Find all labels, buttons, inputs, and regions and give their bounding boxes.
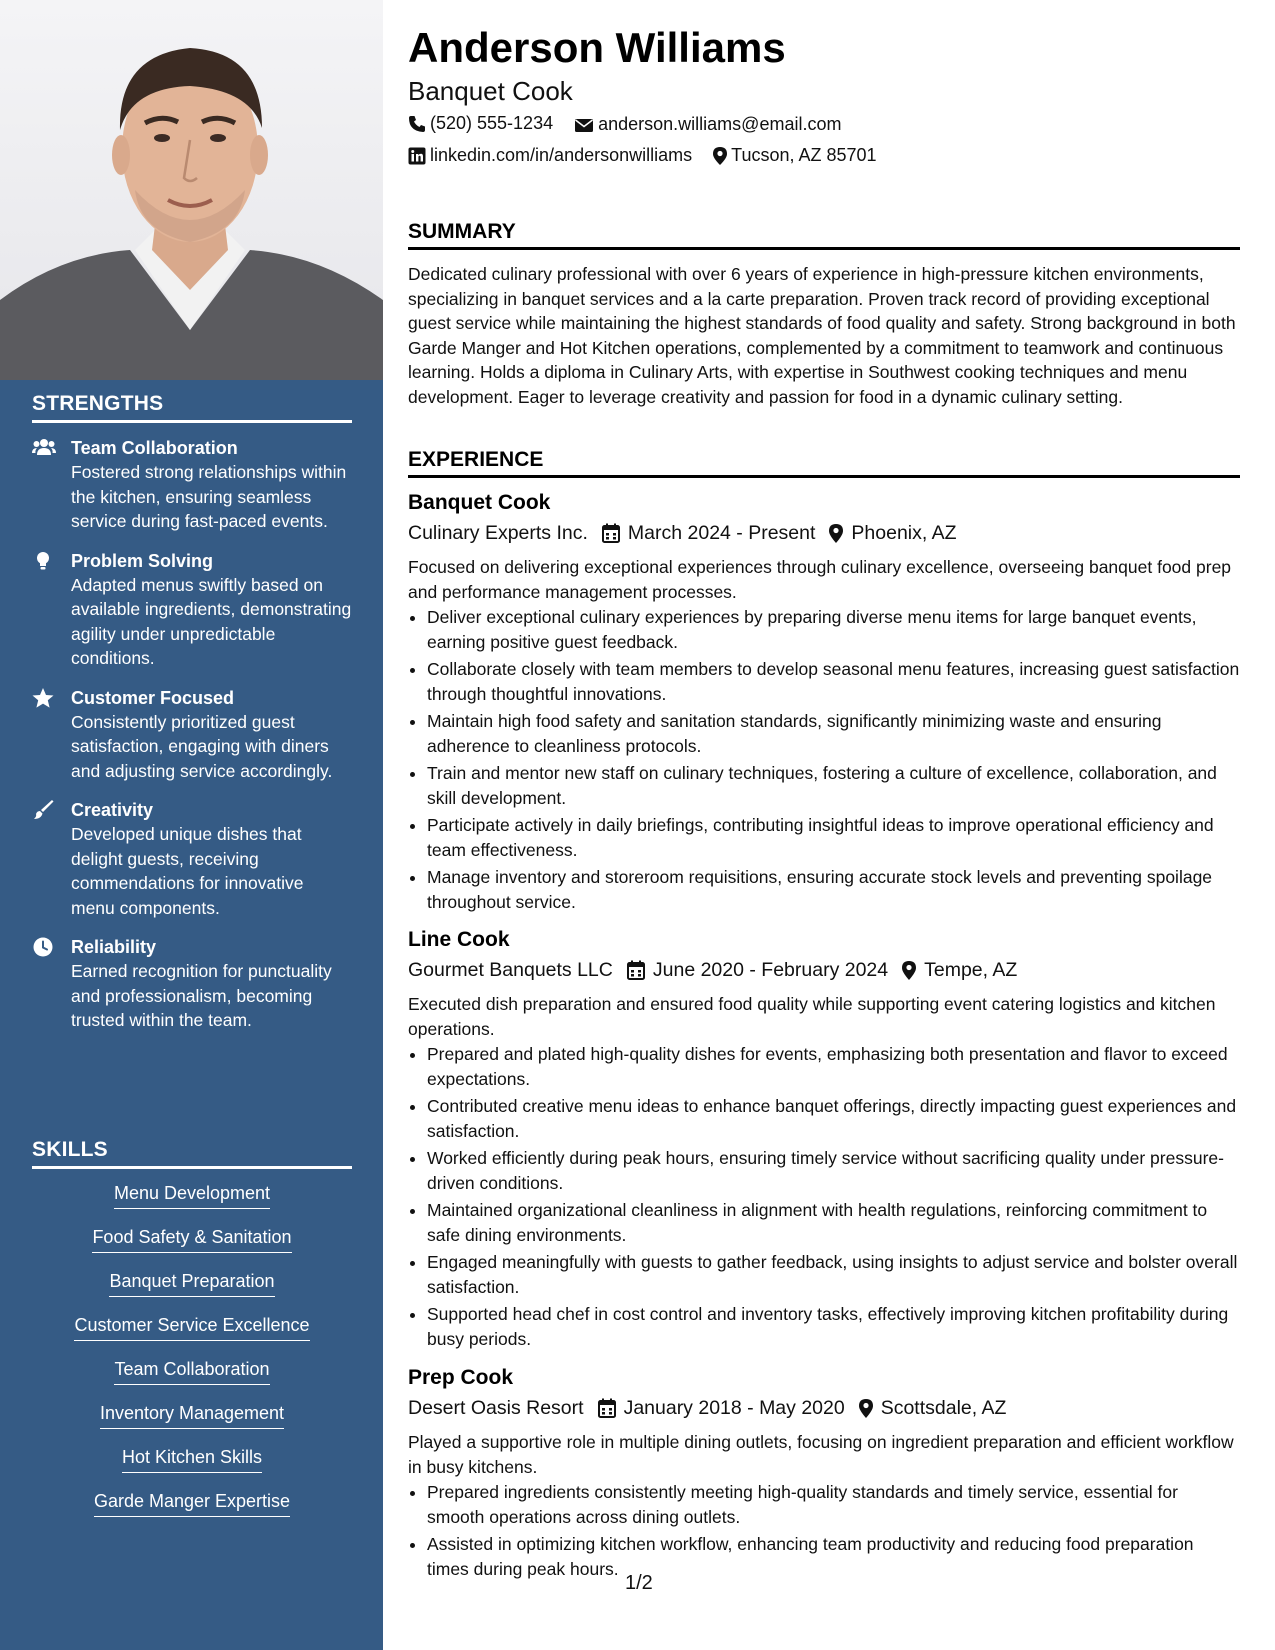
calendar-icon bbox=[602, 523, 620, 543]
linkedin-text: linkedin.com/in/andersonwilliams bbox=[430, 145, 693, 165]
contact-row bbox=[408, 145, 893, 170]
calendar-icon bbox=[598, 1398, 616, 1418]
lightbulb-icon bbox=[32, 551, 54, 571]
job-location: Scottsdale, AZ bbox=[880, 1397, 1007, 1419]
email-text: anderson.williams@email.com bbox=[598, 114, 842, 134]
phone-text: (520) 555-1234 bbox=[430, 113, 554, 133]
skill-tag: Customer Service Excellence bbox=[74, 1313, 309, 1341]
map-pin-icon bbox=[859, 1399, 873, 1418]
job-dates: June 2020 - February 2024 bbox=[652, 959, 889, 981]
job-bullet: • Supported head chef in cost control and inventory tasks, effectively improving kitchen profitability during busy periods. bbox=[427, 1302, 1240, 1351]
strength-title: Problem Solving bbox=[71, 550, 214, 571]
strength-title: Reliability bbox=[71, 937, 157, 957]
strength-title: Creativity bbox=[71, 800, 154, 820]
skill-tag: Garde Manger Expertise bbox=[94, 1489, 290, 1517]
strength-item bbox=[32, 436, 352, 534]
job-location: Phoenix, AZ bbox=[851, 522, 957, 544]
star-icon bbox=[32, 688, 54, 708]
job-bullet: • Prepared and plated high-quality dishes for events, emphasizing both presentation and flavor to exceed expectations. bbox=[427, 1042, 1240, 1091]
skill-tag: Team Collaboration bbox=[114, 1357, 269, 1385]
strength-title: Customer Focused bbox=[71, 687, 235, 708]
strength-item bbox=[32, 798, 352, 920]
job-bullet: • Prepared ingredients consistently meeting high-quality standards and timely service, essential for smooth operations across dining outlets. bbox=[427, 1480, 1240, 1529]
strength-title: Team Collaboration bbox=[71, 438, 238, 458]
job-description: Focused on delivering exceptional experiences through culinary excellence, overseeing banquet food prep and performance management processes. bbox=[408, 557, 1232, 602]
strength-desc: Fostered strong relationships within the kitchen, ensuring seamless service during fast-paced events. bbox=[71, 462, 347, 531]
job-bullet: • Manage inventory and storeroom requisitions, ensuring accurate stock levels and preventing spoilage throughout service. bbox=[427, 865, 1240, 914]
job-title: Line Cook bbox=[408, 928, 510, 951]
map-pin-icon bbox=[829, 524, 843, 543]
job-company: Desert Oasis Resort bbox=[408, 1397, 584, 1419]
skill-tag: Hot Kitchen Skills bbox=[122, 1445, 262, 1473]
job-bullet: • Maintain high food safety and sanitation standards, significantly minimizing waste and ensuring adherence to cleanliness protocols. bbox=[427, 709, 1240, 758]
skills-list bbox=[32, 1181, 352, 1533]
skill-tag: Inventory Management bbox=[100, 1401, 284, 1429]
job-description: Played a supportive role in multiple dining outlets, focusing on ingredient preparation and efficient workflow in busy kitchens. bbox=[408, 1432, 1234, 1477]
strength-desc: Consistently prioritized guest satisfaction, engaging with diners and adjusting service accordingly. bbox=[71, 711, 333, 781]
sidebar bbox=[0, 0, 383, 1650]
strength-desc: Earned recognition for punctuality and professionalism, becoming trusted within the team. bbox=[71, 961, 332, 1030]
paintbrush-icon bbox=[32, 800, 54, 820]
skills-heading: SKILLS bbox=[32, 1138, 352, 1169]
skill-tag: Menu Development bbox=[114, 1181, 270, 1209]
clock-icon bbox=[32, 937, 54, 957]
job-bullet: • Maintained organizational cleanliness in alignment with health regulations, reinforcing commitment to safe dining environments. bbox=[427, 1198, 1240, 1247]
job-meta bbox=[408, 519, 1240, 547]
job-title: Banquet Cook bbox=[408, 491, 551, 514]
skill-tag: Banquet Preparation bbox=[109, 1269, 274, 1297]
strength-desc: Adapted menus swiftly based on available ingredients, demonstrating agility under unpredictable conditions. bbox=[71, 574, 352, 668]
location-text: Tucson, AZ 85701 bbox=[731, 145, 877, 165]
job-company: Culinary Experts Inc. bbox=[408, 522, 588, 544]
calendar-icon bbox=[627, 960, 645, 980]
location-contact bbox=[713, 145, 876, 166]
strength-item bbox=[32, 935, 352, 1033]
page-number: 1/2 bbox=[625, 1572, 653, 1594]
job-title: Prep Cook bbox=[408, 1366, 514, 1389]
skill-tag: Food Safety & Sanitation bbox=[92, 1225, 291, 1253]
linkedin-contact[interactable] bbox=[408, 145, 692, 166]
job-bullet: • Participate actively in daily briefings, contributing insightful ideas to improve operational efficiency and team effectiveness. bbox=[427, 813, 1240, 862]
job-location: Tempe, AZ bbox=[924, 959, 1018, 981]
email-contact[interactable] bbox=[574, 114, 841, 135]
strength-item bbox=[32, 686, 352, 784]
skills-section bbox=[32, 1138, 352, 1533]
job-entry bbox=[408, 926, 1240, 1354]
summary-heading: SUMMARY bbox=[408, 220, 1240, 250]
job-bullet: • Train and mentor new staff on culinary techniques, fostering a culture of excellence, collaboration, and skill development. bbox=[427, 761, 1240, 810]
job-bullets bbox=[408, 1042, 1240, 1351]
job-company: Gourmet Banquets LLC bbox=[408, 959, 613, 981]
contact-row bbox=[408, 113, 857, 138]
map-pin-icon bbox=[902, 961, 916, 980]
job-bullets bbox=[408, 605, 1240, 914]
job-dates: March 2024 - Present bbox=[627, 522, 816, 544]
strengths-section bbox=[32, 392, 352, 1033]
users-icon bbox=[32, 438, 54, 458]
strength-item bbox=[32, 549, 352, 671]
job-description: Executed dish preparation and ensured food quality while supporting event catering logistics and kitchen operations. bbox=[408, 994, 1216, 1039]
experience-heading: EXPERIENCE bbox=[408, 448, 1240, 478]
strengths-heading: STRENGTHS bbox=[32, 392, 352, 423]
job-dates: January 2018 - May 2020 bbox=[623, 1397, 845, 1419]
job-bullet: • Assisted in optimizing kitchen workflow, enhancing team productivity and reducing food preparation times during peak hours. bbox=[427, 1532, 1240, 1581]
candidate-name: Anderson Williams bbox=[408, 24, 786, 71]
linkedin-icon bbox=[408, 147, 426, 165]
job-bullet: • Contributed creative menu ideas to enhance banquet offerings, directly impacting guest experiences and satisfaction. bbox=[427, 1094, 1240, 1143]
map-pin-icon bbox=[713, 147, 727, 165]
phone-contact[interactable] bbox=[408, 113, 553, 134]
job-bullet: • Collaborate closely with team members to develop seasonal menu features, increasing guest satisfaction through thoughtful innovations. bbox=[427, 657, 1240, 706]
job-bullets bbox=[408, 1480, 1240, 1581]
job-entry bbox=[408, 489, 1240, 917]
job-bullet: • Worked efficiently during peak hours, ensuring timely service without sacrificing quality under pressure-driven conditions. bbox=[427, 1146, 1240, 1195]
job-meta bbox=[408, 956, 1240, 984]
strength-desc: Developed unique dishes that delight guests, receiving commendations for innovative menu components. bbox=[71, 824, 304, 918]
envelope-icon bbox=[574, 117, 594, 133]
job-bullet: • Deliver exceptional culinary experiences by preparing diverse menu items for large banquet events, earning positive guest feedback. bbox=[427, 605, 1240, 654]
summary-text: Dedicated culinary professional with over 6 years of experience in high-pressure kitchen environments, specializing in banquet services and a la carte preparation. Proven track record of providing exceptional guest service while maintaining the highest standards of food quality and safety. Strong background in both Garde Manger and Hot Kitchen operations, complemented by a commitment to teamwork and continuous learning. Holds a diploma in Culinary Arts, with expertise in Southwest cooking techniques and menu development. Eager to leverage creativity and passion for food in a dynamic culinary setting. bbox=[408, 264, 1236, 407]
phone-icon bbox=[408, 115, 426, 133]
job-meta bbox=[408, 1394, 1240, 1422]
candidate-role: Banquet Cook bbox=[408, 76, 573, 106]
profile-photo bbox=[0, 0, 383, 380]
job-bullet: • Engaged meaningfully with guests to gather feedback, using insights to adjust service and bolster overall satisfaction. bbox=[427, 1250, 1240, 1299]
job-entry bbox=[408, 1364, 1240, 1584]
